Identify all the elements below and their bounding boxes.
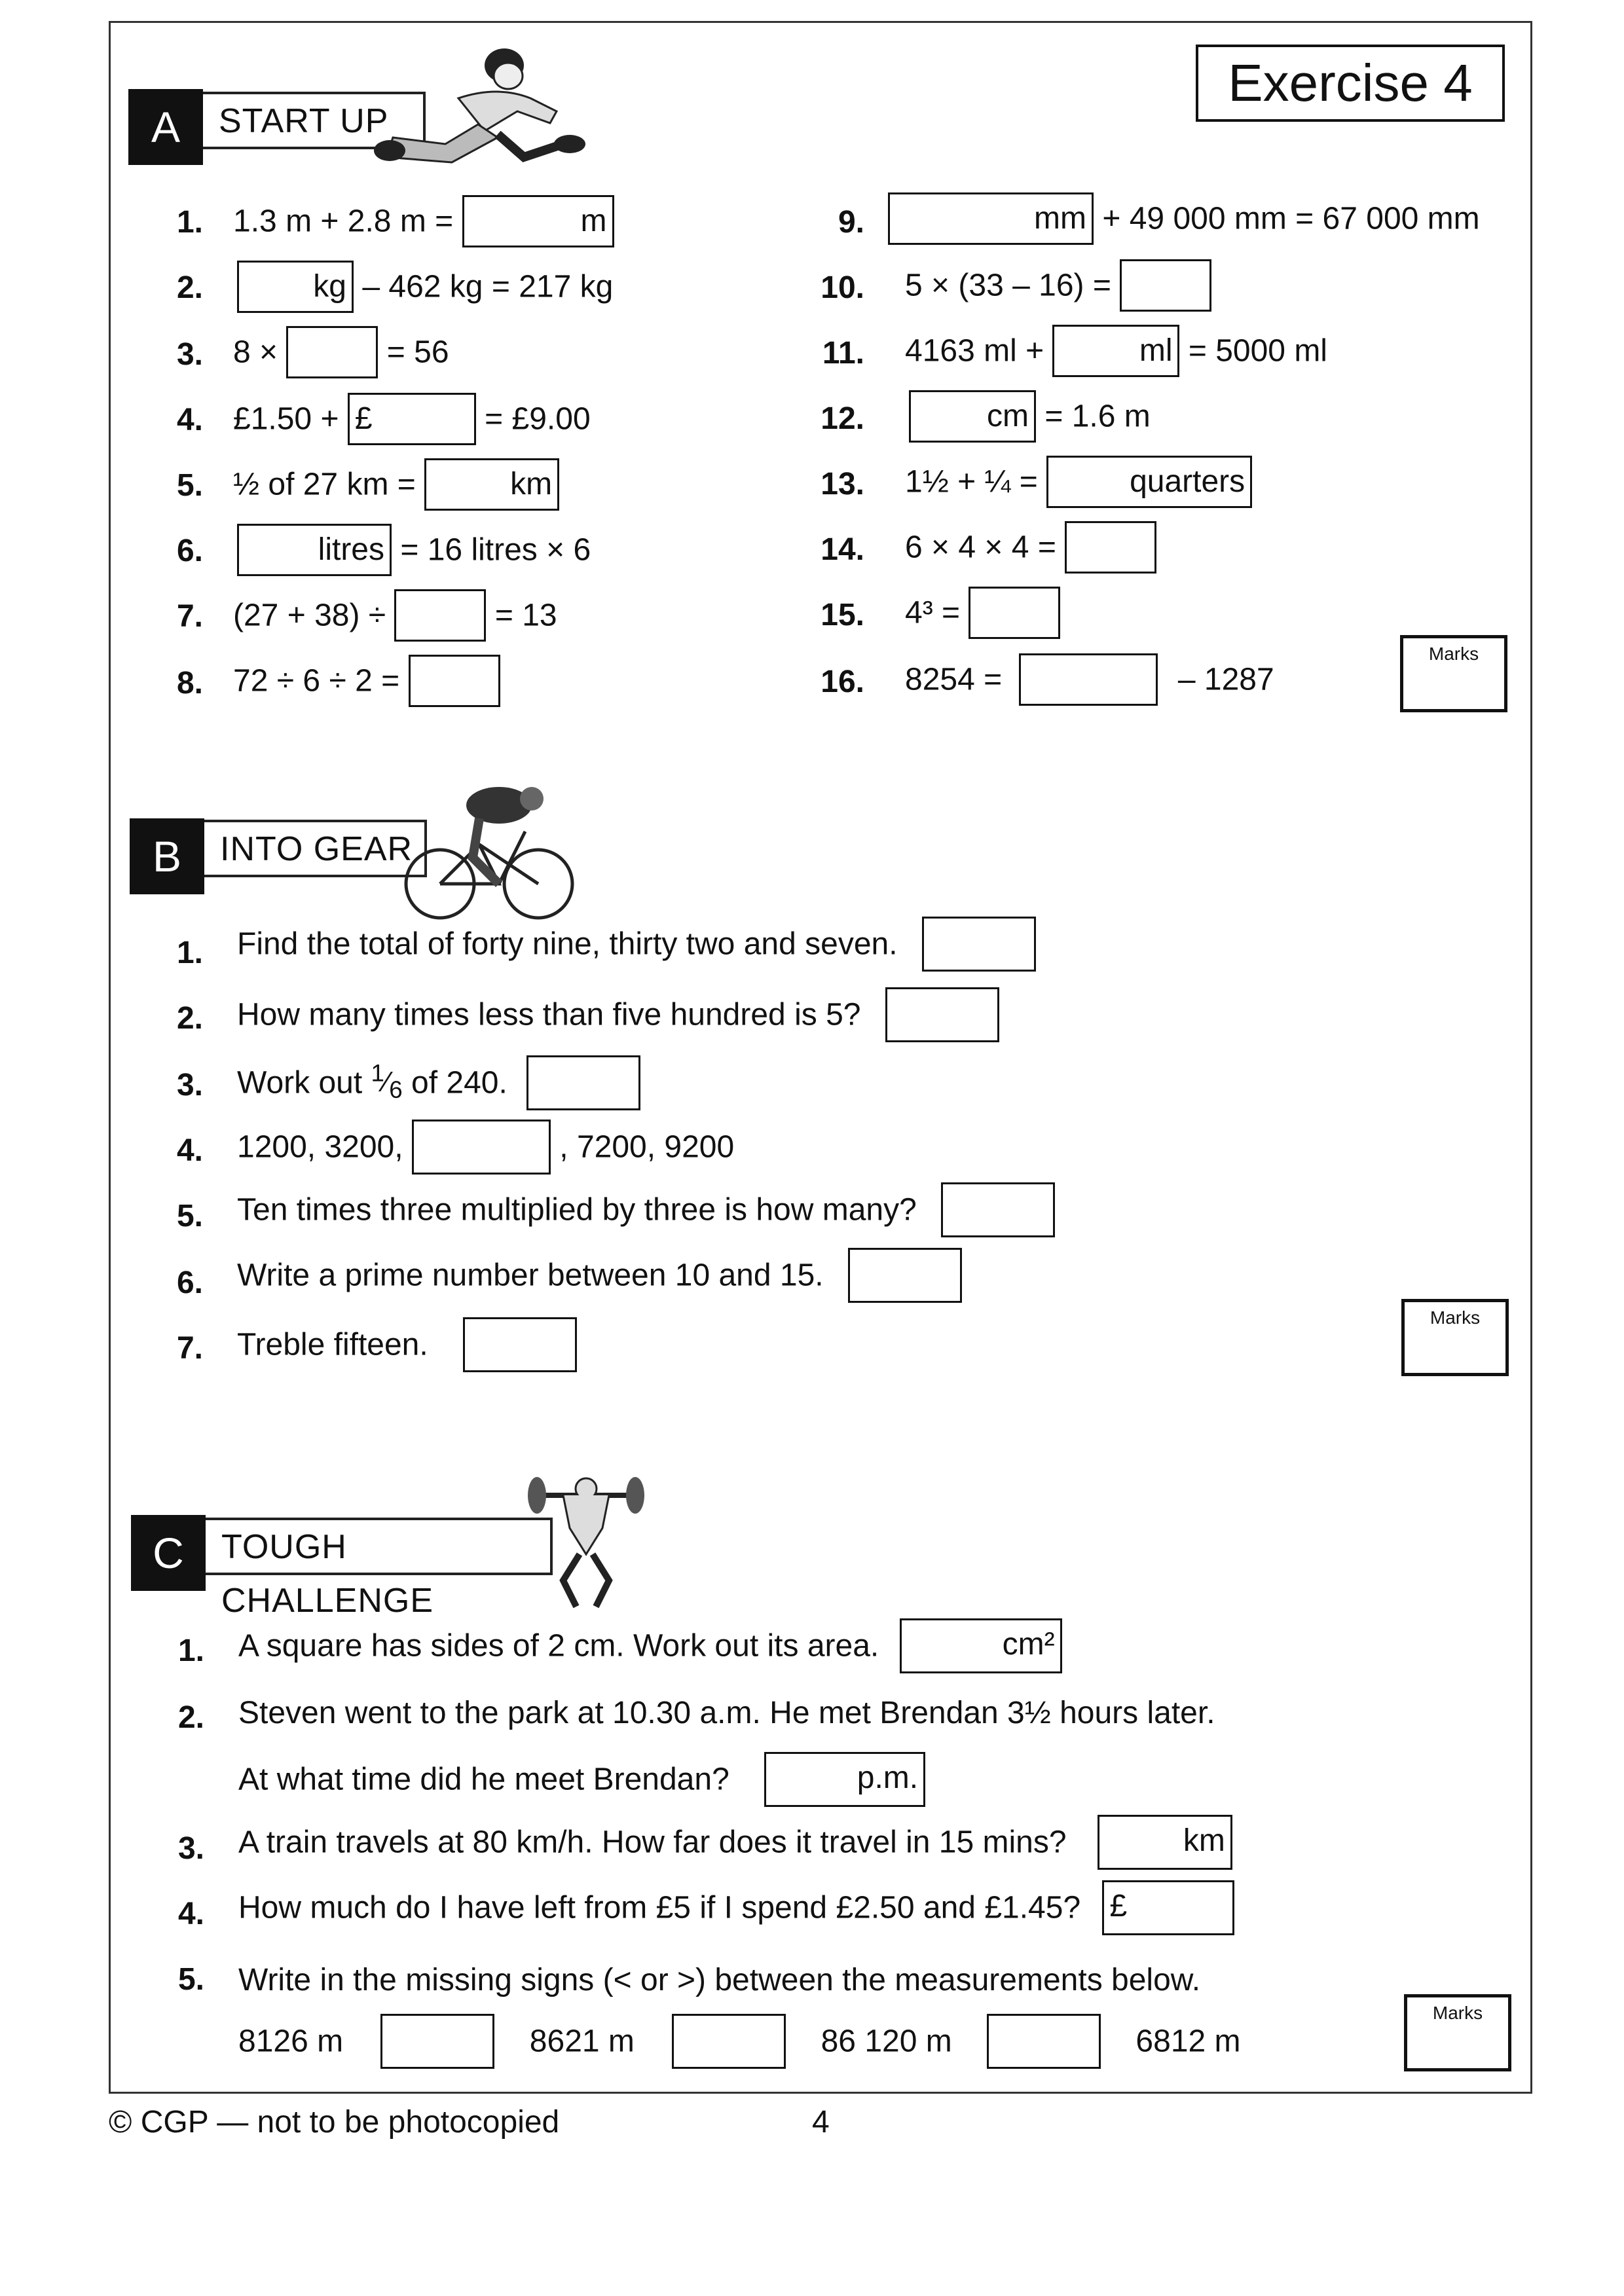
answer-box-a4[interactable]: £ bbox=[348, 393, 476, 445]
q-c4-number: 4. bbox=[177, 1897, 204, 1931]
answer-box-c2[interactable]: p.m. bbox=[764, 1752, 925, 1807]
answer-box-c3[interactable]: km bbox=[1098, 1815, 1232, 1870]
cyclist-illustration bbox=[401, 773, 578, 923]
answer-box-a16[interactable] bbox=[1019, 653, 1158, 706]
answer-box-a7[interactable] bbox=[394, 589, 486, 642]
q-c2-number: 2. bbox=[177, 1700, 204, 1735]
q-c2: Steven went to the park at 10.30 a.m. He met Brendan 3½ hours later. bbox=[238, 1695, 1215, 1730]
weightlifter-illustration bbox=[524, 1469, 648, 1613]
answer-box-a11[interactable]: ml bbox=[1052, 325, 1179, 377]
q-b6-number: 6. bbox=[176, 1266, 203, 1300]
q-c3-number: 3. bbox=[177, 1831, 204, 1866]
q-a13: 1½ + ¼ = quarters bbox=[905, 456, 1252, 508]
q-a8-number: 8. bbox=[176, 666, 203, 701]
q-a6: litres = 16 litres × 6 bbox=[237, 524, 591, 576]
q-c2-part-b: At what time did he meet Brendan? p.m. bbox=[238, 1752, 925, 1807]
answer-box-b6[interactable] bbox=[848, 1248, 962, 1303]
q-a4-number: 4. bbox=[176, 403, 203, 437]
answer-box-b5[interactable] bbox=[941, 1182, 1055, 1237]
q-a1: 1.3 m + 2.8 m = m bbox=[233, 195, 614, 247]
q-a12: cm = 1.6 m bbox=[909, 390, 1151, 443]
fraction-one-sixth: $^1⁄_6$ bbox=[371, 1059, 403, 1103]
q-a12-number: 12. bbox=[821, 401, 864, 436]
q-a14: 6 × 4 × 4 = bbox=[905, 521, 1156, 574]
sign-box-1[interactable] bbox=[380, 2014, 494, 2069]
q-a5-number: 5. bbox=[176, 468, 203, 503]
q-b5-number: 5. bbox=[176, 1199, 203, 1233]
q-b4: 1200, 3200, , 7200, 9200 bbox=[237, 1120, 734, 1175]
marks-box-c[interactable]: Marks bbox=[1404, 1994, 1511, 2071]
section-a-title: START UP bbox=[203, 92, 426, 149]
q-c1-number: 1. bbox=[177, 1633, 204, 1668]
q-c1: A square has sides of 2 cm. Work out its area. cm² bbox=[238, 1618, 1062, 1673]
q-c5-number: 5. bbox=[177, 1962, 204, 1997]
answer-box-a14[interactable] bbox=[1065, 521, 1156, 574]
q-a7: (27 + 38) ÷ = 13 bbox=[233, 589, 557, 642]
section-c-letter: C bbox=[131, 1515, 206, 1591]
section-a-letter: A bbox=[128, 89, 203, 165]
answer-box-b7[interactable] bbox=[463, 1317, 577, 1372]
answer-box-b4[interactable] bbox=[412, 1120, 551, 1175]
q-b1: Find the total of forty nine, thirty two and seven. bbox=[237, 917, 1036, 972]
q-a4: £1.50 + £ = £9.00 bbox=[233, 393, 591, 445]
q-a8: 72 ÷ 6 ÷ 2 = bbox=[233, 655, 500, 707]
q-a5: ½ of 27 km = km bbox=[233, 458, 559, 511]
q-a3-number: 3. bbox=[176, 337, 203, 372]
q-c3: A train travels at 80 km/h. How far does it travel in 15 mins? km bbox=[238, 1815, 1232, 1870]
marks-box-b[interactable]: Marks bbox=[1401, 1299, 1509, 1376]
answer-box-c4[interactable]: £ bbox=[1102, 1880, 1234, 1935]
q-b7-number: 7. bbox=[176, 1331, 203, 1366]
answer-box-a6[interactable]: litres bbox=[237, 524, 392, 576]
exercise-title: Exercise 4 bbox=[1196, 45, 1505, 122]
q-b6: Write a prime number between 10 and 15. bbox=[237, 1248, 962, 1303]
q-b4-number: 4. bbox=[176, 1133, 203, 1168]
q-a7-number: 7. bbox=[176, 599, 203, 634]
q-b3: Work out $^1⁄_6$ of 240. bbox=[237, 1055, 640, 1110]
copyright-notice: © CGP — not to be photocopied bbox=[109, 2105, 560, 2140]
runner-illustration bbox=[367, 46, 583, 177]
answer-box-a1[interactable]: m bbox=[462, 195, 614, 247]
answer-box-a13[interactable]: quarters bbox=[1046, 456, 1252, 508]
answer-box-a15[interactable] bbox=[969, 587, 1060, 639]
answer-box-a9[interactable]: mm bbox=[888, 192, 1094, 245]
answer-box-b3[interactable] bbox=[526, 1055, 640, 1110]
answer-box-a3[interactable] bbox=[286, 326, 378, 378]
sign-box-3[interactable] bbox=[987, 2014, 1101, 2069]
q-a1-number: 1. bbox=[176, 205, 203, 240]
q-a15-number: 15. bbox=[821, 598, 864, 632]
q-a16-number: 16. bbox=[821, 665, 864, 699]
q-a15: 4³ = bbox=[905, 587, 1060, 639]
page-number: 4 bbox=[812, 2105, 830, 2140]
answer-box-b1[interactable] bbox=[922, 917, 1036, 972]
q-b2-number: 2. bbox=[176, 1001, 203, 1036]
q-c5: Write in the missing signs (< or >) between the measurements below. bbox=[238, 1962, 1201, 1997]
answer-box-a12[interactable]: cm bbox=[909, 390, 1036, 443]
q-a14-number: 14. bbox=[821, 532, 864, 567]
q-b3-number: 3. bbox=[176, 1068, 203, 1102]
section-c-title: TOUGH CHALLENGE bbox=[206, 1518, 553, 1575]
q-a11: 4163 ml + ml = 5000 ml bbox=[905, 325, 1327, 377]
q-a16: 8254 = – 1287 bbox=[905, 653, 1274, 706]
q-a3: 8 × = 56 bbox=[233, 326, 449, 378]
q-b7: Treble fifteen. bbox=[237, 1317, 577, 1372]
sign-box-2[interactable] bbox=[672, 2014, 786, 2069]
answer-box-a2[interactable]: kg bbox=[237, 261, 354, 313]
marks-box-a[interactable]: Marks bbox=[1400, 635, 1507, 712]
q-a10: 5 × (33 – 16) = bbox=[905, 259, 1211, 312]
q-c5-measurements: 8126 m 8621 m 86 120 m 6812 m bbox=[238, 2014, 1241, 2069]
q-a9-number: 9. bbox=[838, 205, 864, 240]
answer-box-a10[interactable] bbox=[1120, 259, 1211, 312]
q-c4: How much do I have left from £5 if I spend £2.50 and £1.45? £ bbox=[238, 1880, 1234, 1935]
q-a2: kg – 462 kg = 217 kg bbox=[237, 261, 613, 313]
answer-box-b2[interactable] bbox=[885, 987, 999, 1042]
answer-box-c1[interactable]: cm² bbox=[900, 1618, 1062, 1673]
q-b5: Ten times three multiplied by three is how many? bbox=[237, 1182, 1055, 1237]
q-b1-number: 1. bbox=[176, 936, 203, 970]
q-b2: How many times less than five hundred is 5? bbox=[237, 987, 999, 1042]
answer-box-a5[interactable]: km bbox=[424, 458, 559, 511]
q-a13-number: 13. bbox=[821, 467, 864, 501]
q-a6-number: 6. bbox=[176, 534, 203, 568]
section-b-letter: B bbox=[130, 818, 204, 894]
q-a2-number: 2. bbox=[176, 270, 203, 305]
answer-box-a8[interactable] bbox=[409, 655, 500, 707]
section-b-title: INTO GEAR bbox=[204, 820, 427, 877]
q-a11-number: 11. bbox=[822, 336, 864, 371]
q-a9: mm + 49 000 mm = 67 000 mm bbox=[888, 192, 1480, 245]
q-a10-number: 10. bbox=[821, 270, 864, 305]
